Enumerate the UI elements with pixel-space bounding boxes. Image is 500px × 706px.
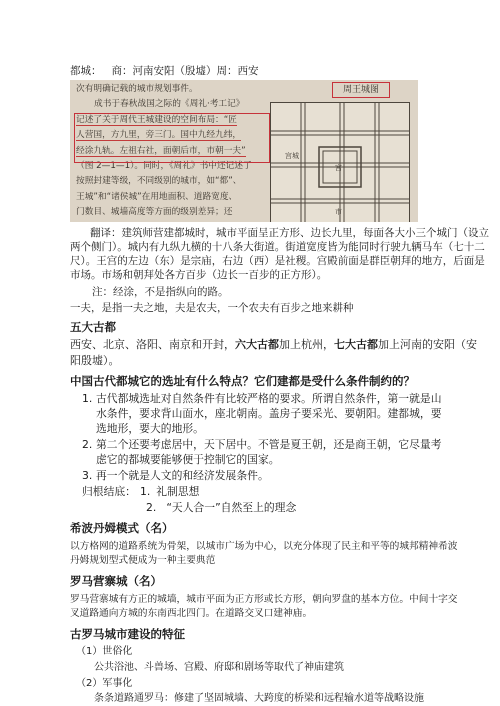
grid-label-bottom: 市 <box>335 208 342 216</box>
roman-item-text: 条条道路通罗马：修建了坚固城墙、大跨度的桥梁和远程输水道等战略设施 <box>94 693 424 704</box>
hippodamus-text: 丹姆规划型式便成为一种主要典范 <box>70 555 216 566</box>
capitals-text: 加上杭州， <box>279 338 334 351</box>
summary-text: “天人合一”自然至上的理念 <box>166 501 297 514</box>
item-text: 再一个就是人文的和经济发展条件。 <box>96 469 269 482</box>
capital-label: 都城： <box>70 65 102 77</box>
textbook-photo <box>70 80 418 222</box>
section-title-roman-city: 古罗马城市建设的特征 <box>70 627 185 641</box>
item-number: 3. <box>82 469 93 482</box>
item-text: 古代都城选址对自然条件有比较严格的要求。所谓自然条件，第一就是山 <box>96 392 442 405</box>
photo-line: 按照封建等级，不同级别的城市，如“都”、 <box>76 176 242 187</box>
roman-item-text: 公共浴池、斗兽场、宫殿、府邸和剧场等取代了神庙建筑 <box>94 662 344 673</box>
q-item-2-cont: 虑它的都城要能够便于控制它的国家。 <box>96 453 280 466</box>
photo-line: （图 2—1—1）。同时，《周礼》书中还记述了 <box>76 161 252 172</box>
photo-line-underlined: 记述了关于周代王城建设的空间布局：“匠 <box>76 114 237 125</box>
zhou-city-diagram <box>270 102 410 222</box>
grid-label-mid: 宫 <box>335 164 342 172</box>
hippodamus-text: 以方格网的道路系统为骨架，以城市广场为中心，以充分体现了民主和平等的城邦精神希波 <box>70 541 458 552</box>
capitals-text: 加上河南的安阳（安 <box>378 338 477 351</box>
diagram-caption: 周王城图 <box>332 82 390 98</box>
item-number: 2. <box>82 438 93 451</box>
roman-camp-text: 叉道路通向方城的东南西北四门。在道路交叉口建神庙。 <box>70 608 313 619</box>
summary-label: 归根结底： <box>82 485 136 498</box>
highlight-box <box>74 113 270 163</box>
section-title-roman-camp: 罗马营寨城（名） <box>70 574 162 588</box>
capitals-line-1 <box>70 338 477 352</box>
roman-item-label: （2）军事化 <box>76 678 133 689</box>
translation-line: 两个侧门）。城内有九纵九横的十八条大街道。街道宽度皆为能同时行驶九辆马车（七十二 <box>70 241 485 253</box>
q-item-2 <box>82 438 442 452</box>
grid-label-left: 宫城 <box>285 152 299 160</box>
summary-number: 1. <box>139 485 151 498</box>
capitals-text: 西安、北京、洛阳、南京和开封， <box>70 338 235 351</box>
translation-line: 尺）。王宫的左边（东）是宗庙，右边（西）是社稷。宫殿前面是群臣朝拜的地方，后面是 <box>70 255 485 267</box>
photo-line: 次有明确记载的城市规划事件。 <box>76 84 198 94</box>
photo-line: 王城”和“诸侯城”在用地面积、道路宽度、 <box>76 191 238 202</box>
summary-text: 礼制思想 <box>156 485 200 498</box>
note-jingtu: 注：经涂，不是指纵向的路。 <box>92 286 229 298</box>
roman-item-label: （1）世俗化 <box>76 646 133 657</box>
capitals-bold: 七大古都 <box>334 338 378 351</box>
section-title-question: 中国古代都城它的选址有什么特点？它们建都是受什么条件制约的？ <box>70 374 415 388</box>
q-item-1-cont: 水条件，要求背山面水，座北朝南。盖房子要采光、要朝阳。建都城，要 <box>96 407 442 420</box>
summary-line-2 <box>146 501 296 515</box>
summary-line-1 <box>82 485 199 499</box>
roman-camp-text: 罗马营寨城有方正的城墙，城市平面为正方形或长方形，朝向罗盘的基本方位。中间十字交 <box>70 594 458 605</box>
section-title-hippodamus: 希波丹姆模式（名） <box>70 521 174 535</box>
q-item-3 <box>82 469 269 483</box>
translation-line: 市场。市场和朝拜处各方百步（边长一百步的正方形）。 <box>70 269 328 281</box>
photo-line <box>76 221 264 222</box>
capitals-bold: 六大古都 <box>235 338 279 351</box>
photo-line-underlined: 人营国，方九里，旁三门。国中九经九纬， <box>76 130 242 141</box>
capital-line <box>70 64 259 78</box>
capitals-line-2: 阳殷墟）。 <box>70 354 120 367</box>
q-item-1-cont: 选地形，要大的地形。 <box>96 422 204 435</box>
summary-number: 2. <box>146 501 157 514</box>
photo-line-underlined: 经涂九轨。左祖右社，面朝后市，市朝一夫” <box>76 145 246 156</box>
q-item-1 <box>82 392 442 406</box>
section-title-five-capitals: 五大古都 <box>70 320 116 334</box>
item-text: 第二个还要考虑居中，天下居中。不管是夏王朝，还是商王朝，它尽量考 <box>96 438 442 451</box>
note-yifu: 一夫，是指一夫之地，夫是农夫，一个农夫有百步之地来耕种 <box>70 302 354 314</box>
capital-text: 商：河南安阳（殷墟）周：西安 <box>111 65 259 77</box>
photo-line: 成书于春秋战国之际的《周礼·考工记》 <box>94 99 245 110</box>
photo-line: 门数目、城墙高度等方面的级别差异；还 <box>76 207 233 218</box>
item-number: 1. <box>82 392 93 405</box>
translation-line: 翻译：建筑师营建都城时，城市平面呈正方形、边长九里，每面各大小三个城门（设立 <box>90 227 489 239</box>
